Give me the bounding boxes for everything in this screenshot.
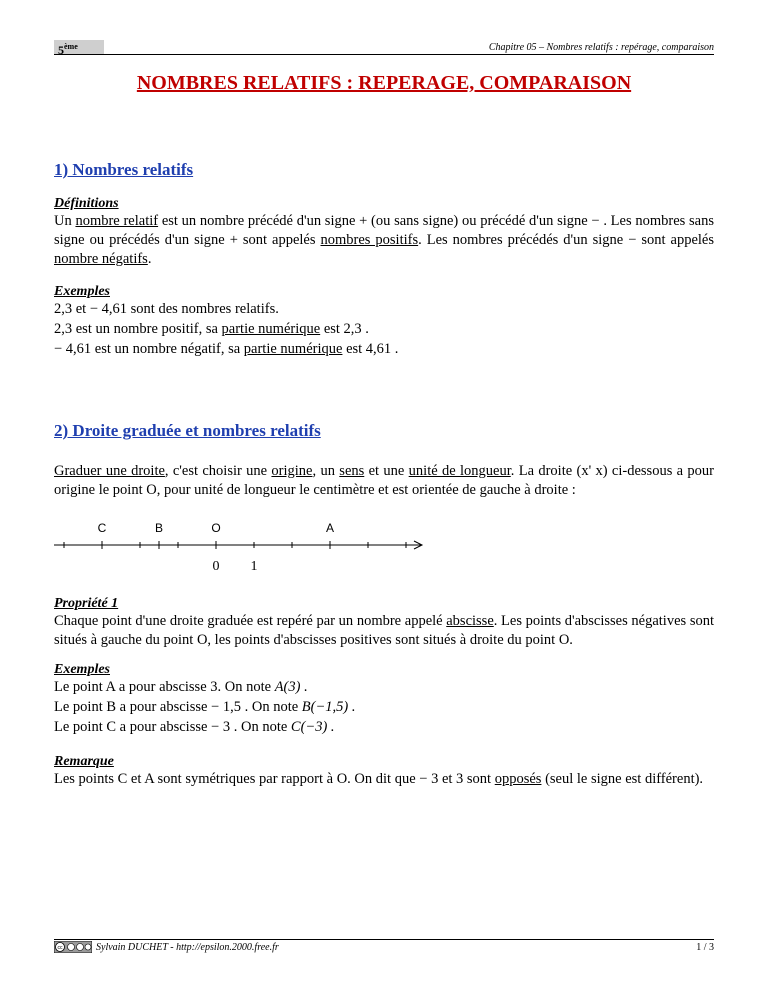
- section-1-heading: 1) Nombres relatifs: [54, 160, 194, 179]
- examples-label-2: Exemples: [54, 662, 110, 677]
- definitions-text: Un nombre relatif est un nombre précédé d'un signe + (ou sans signe) ou précédé d'un signe − . Les nombres sans signe ou précédés d'un signe + sont appelés nombres positifs. Les nombres précédés d'un signe − sont appelés nombre négatifs.: [54, 213, 715, 267]
- example-c: Le point C a pour abscisse − 3 . On note C(−3) .: [54, 719, 335, 735]
- definitions-label: Définitions: [54, 196, 119, 211]
- example-line-1: 2,3 et − 4,61 sont des nombres relatifs.: [54, 301, 279, 317]
- creative-commons-icon: [54, 941, 92, 953]
- remark-label: Remarque: [54, 754, 114, 769]
- graduation-intro: Graduer une droite, c'est choisir une origine, un sens et une unité de longueur. La droite (x' x) ci-dessous a pour origine le point O, pour unité de longueur le centimètre et est orientée de gauche à droite :: [54, 463, 715, 498]
- level-badge: 5ème: [54, 40, 104, 54]
- property-label: Propriété 1: [54, 596, 119, 611]
- svg-text:cc: cc: [57, 945, 63, 951]
- example-line-3: − 4,61 est un nombre négatif, sa partie numérique est 4,61 .: [54, 341, 399, 357]
- point-label-B: B: [154, 521, 164, 535]
- number-line: [54, 515, 434, 575]
- chapter-title: Chapitre 05 – Nombres relatifs : repérage, comparaison: [488, 42, 714, 53]
- example-b: Le point B a pour abscisse − 1,5 . On note B(−1,5) .: [54, 699, 356, 715]
- tick-label-1: 1: [250, 559, 258, 574]
- footer-divider: [54, 939, 714, 940]
- page-number: 1 / 3: [696, 942, 714, 953]
- property-text: Chaque point d'une droite graduée est repéré par un nombre appelé abscisse. Les points d'abscisses négatives sont situés à gauche du point O, les points d'abscisses positives sont situés à droite du point O.: [54, 613, 714, 648]
- footer-author: Sylvain DUCHET - http://epsilon.2000.free.fr: [96, 942, 279, 953]
- example-a: Le point A a pour abscisse 3. On note A(3) .: [54, 679, 308, 695]
- examples-label-1: Exemples: [54, 284, 110, 299]
- example-line-2: 2,3 est un nombre positif, sa partie numérique est 2,3 .: [54, 321, 369, 337]
- point-label-A: A: [325, 521, 335, 535]
- page-title: NOMBRES RELATIFS : REPERAGE, COMPARAISON: [136, 72, 632, 94]
- tick-label-0: 0: [212, 559, 220, 574]
- header-divider: [54, 54, 714, 55]
- point-label-C: C: [97, 521, 107, 535]
- point-label-O: O: [211, 521, 221, 535]
- section-2-heading: 2) Droite graduée et nombres relatifs: [54, 421, 321, 440]
- remark-text: Les points C et A sont symétriques par rapport à O. On dit que − 3 et 3 sont opposés (seul le signe est différent).: [54, 771, 704, 787]
